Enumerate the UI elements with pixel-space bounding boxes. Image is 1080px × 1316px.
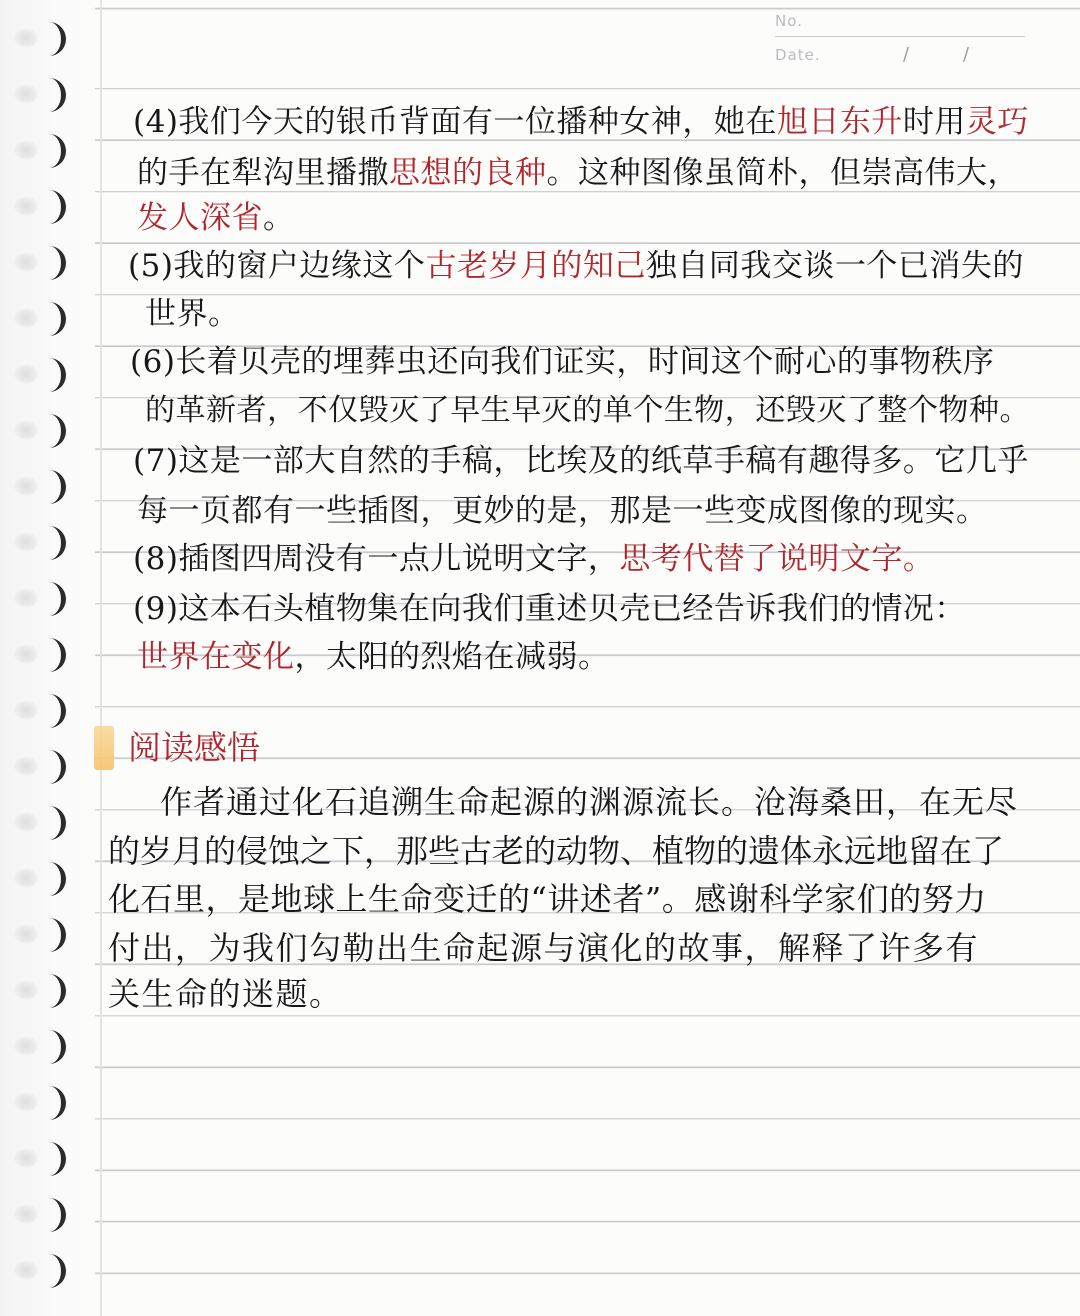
binding-ring bbox=[36, 246, 66, 280]
note-line bbox=[137, 637, 610, 677]
note-line bbox=[137, 198, 295, 238]
note-text: 世界。 bbox=[145, 296, 240, 332]
note-number: (4) bbox=[133, 104, 179, 140]
note-text: 插图四周没有一点儿说明文字， bbox=[178, 541, 620, 577]
date-separator: / bbox=[963, 44, 970, 65]
binding-ring bbox=[36, 1030, 66, 1064]
binding-ring bbox=[36, 22, 66, 56]
note-line bbox=[133, 539, 934, 579]
binding-ring bbox=[36, 1142, 66, 1176]
binding-ring bbox=[36, 414, 66, 448]
binding-ring bbox=[36, 358, 66, 392]
binding-ring bbox=[36, 470, 66, 504]
binding-ring bbox=[36, 190, 66, 224]
reflection-line: 付出，为我们勾勒出生命起源与演化的故事，解释了许多有 bbox=[108, 929, 980, 967]
note-text: 每一页都有一些插图，更妙的是，那是一些变成图像的现实。 bbox=[137, 493, 988, 529]
note-keyword: 发人深省 bbox=[137, 200, 263, 236]
note-text: 的革新者，不仅毁灭了早生早灭的单个生物，还毁灭了整个物种。 bbox=[145, 393, 1030, 428]
margin-line bbox=[100, 0, 102, 1316]
binding-ring bbox=[36, 638, 66, 672]
note-text: ，太阳的烈焰在减弱。 bbox=[294, 639, 610, 675]
note-line bbox=[137, 153, 1019, 193]
binding-ring bbox=[36, 918, 66, 952]
note-keyword: 灵巧 bbox=[965, 104, 1029, 140]
spiral-binding bbox=[0, 0, 95, 1316]
reflection-line: 的岁月的侵蚀之下，那些古老的动物、植物的遗体永远地留在了 bbox=[108, 832, 1005, 870]
binding-ring bbox=[36, 582, 66, 616]
note-number: (8) bbox=[133, 541, 179, 577]
binding-ring bbox=[36, 302, 66, 336]
date-separator: / bbox=[903, 44, 910, 65]
note-number: (7) bbox=[133, 443, 179, 479]
binding-ring bbox=[36, 134, 66, 168]
note-line bbox=[133, 589, 966, 629]
note-line bbox=[130, 342, 994, 382]
note-line bbox=[145, 294, 240, 334]
note-line bbox=[137, 491, 988, 531]
note-line bbox=[133, 102, 1029, 142]
note-line bbox=[128, 246, 1024, 286]
binding-ring bbox=[36, 862, 66, 896]
note-text: 我们今天的银币背面有一位播种女神，她在 bbox=[178, 104, 777, 140]
note-text: 这是一部大自然的手稿，比埃及的纸草手稿有趣得多。它几乎 bbox=[178, 443, 1029, 479]
note-text: 。这种图像虽简朴，但崇高伟大， bbox=[546, 155, 1019, 191]
binding-ring bbox=[36, 974, 66, 1008]
binding-ring bbox=[36, 78, 66, 112]
note-number: (6) bbox=[130, 344, 176, 380]
note-text: 我的窗户边缘这个 bbox=[173, 248, 426, 284]
binding-ring bbox=[36, 750, 66, 784]
note-text: 。 bbox=[263, 200, 295, 236]
note-line bbox=[133, 441, 1029, 481]
no-label: No. bbox=[775, 12, 803, 30]
note-keyword: 世界在变化 bbox=[137, 639, 295, 675]
binding-ring bbox=[36, 806, 66, 840]
note-text: 时用 bbox=[902, 104, 966, 140]
binding-ring bbox=[36, 1086, 66, 1120]
reflection-line: 化石里，是地球上生命变迁的“讲述者”。感谢科学家们的努力 bbox=[108, 880, 987, 918]
note-text: 长着贝壳的埋葬虫还向我们证实，时间这个耐心的事物秩序 bbox=[175, 344, 995, 380]
binding-ring bbox=[36, 1254, 66, 1288]
date-label: Date. bbox=[775, 46, 821, 64]
section-title: 阅读感悟 bbox=[128, 728, 260, 767]
note-keyword: 思想的良种 bbox=[389, 155, 547, 191]
reflection-line: 作者通过化石追溯生命起源的渊源流长。沧海桑田，在无尽 bbox=[160, 783, 1019, 821]
note-keyword: 旭日东升 bbox=[776, 104, 903, 140]
highlight-mark bbox=[94, 726, 114, 770]
note-text: 这本石头植物集在向我们重述贝壳已经告诉我们的情况： bbox=[178, 591, 966, 627]
reflection-line: 关生命的迷题。 bbox=[108, 975, 343, 1013]
note-text: 独自同我交谈一个已消失的 bbox=[645, 248, 1024, 284]
no-underline bbox=[775, 36, 1025, 37]
note-keyword: 古老岁月的知己 bbox=[425, 248, 646, 284]
note-number: (9) bbox=[133, 591, 179, 627]
note-number: (5) bbox=[128, 248, 174, 284]
note-line bbox=[145, 391, 1030, 431]
binding-ring bbox=[36, 694, 66, 728]
note-keyword: 思考代替了说明文字。 bbox=[619, 541, 935, 577]
binding-ring bbox=[36, 526, 66, 560]
note-text: 的手在犁沟里播撒 bbox=[137, 155, 389, 191]
binding-ring bbox=[36, 1198, 66, 1232]
